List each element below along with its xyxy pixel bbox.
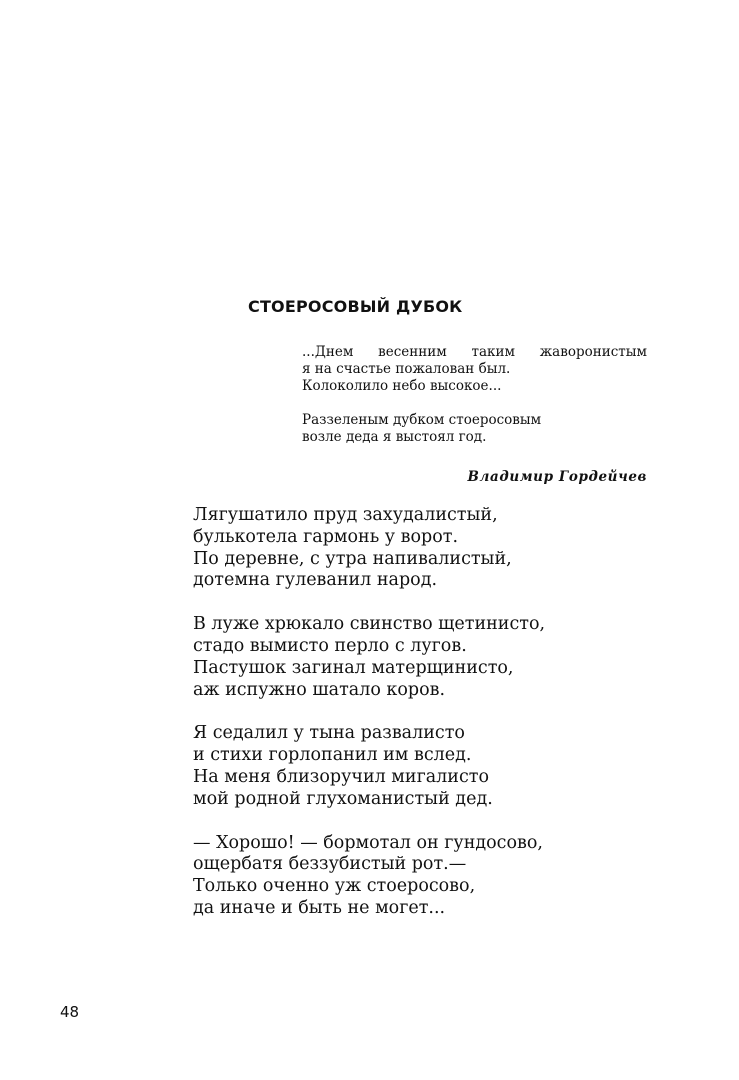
epigraph-line: возле деда я выстоял год. [302,429,487,445]
poem-line: аж испужно шатало коров. [193,679,446,700]
poem-line: Пастушок загинал матерщинисто, [193,657,514,678]
poem-line: ощербатя беззубистый рот.— [193,854,467,875]
epigraph-line: я на счастье пожалован был. [302,361,511,377]
epigraph-attribution: Владимир Гордейчев [467,469,647,485]
poem-stanza [193,614,613,701]
poem-line: На меня близоручил мигалисто [193,766,489,787]
page-number: 48 [60,1003,80,1021]
poem-stanza [193,833,613,920]
epigraph-line: ...Днем весенним таким жаворонистым [302,344,647,360]
poem-line: стадо вымисто перло с лугов. [193,635,467,656]
poem-line: булькотела гармонь у ворот. [193,526,459,547]
poem-line: Я седалил у тына развалисто [193,723,465,744]
poem-stanza [193,505,613,592]
poem-line: По деревне, с утра напивалистый, [193,548,512,569]
epigraph-stanza [302,344,652,395]
poem-line: В луже хрюкало свинство щетинисто, [193,614,546,635]
poem-line: дотемна гулеванил народ. [193,570,438,591]
epigraph-line: Колоколило небо высокое... [302,378,502,394]
epigraph [302,344,652,446]
poem-line: Лягушатило пруд захудалистый, [193,505,498,525]
poem-line: Только оченно уж стоеросово, [193,876,476,897]
poem-body [193,505,613,920]
epigraph-stanza [302,412,652,446]
poem-line: да иначе и быть не могет... [193,897,446,918]
poem-stanza [193,723,613,810]
poem-line: мой родной глухоманистый дед. [193,788,493,809]
poem-line: и стихи горлопанил им вслед. [193,745,472,766]
poem-line: — Хорошо! — бормотал он гундосово, [193,832,543,853]
epigraph-line: Раззеленым дубком стоеросовым [302,412,542,428]
poem-title: СТОЕРОСОВЫЙ ДУБОК [248,297,463,316]
